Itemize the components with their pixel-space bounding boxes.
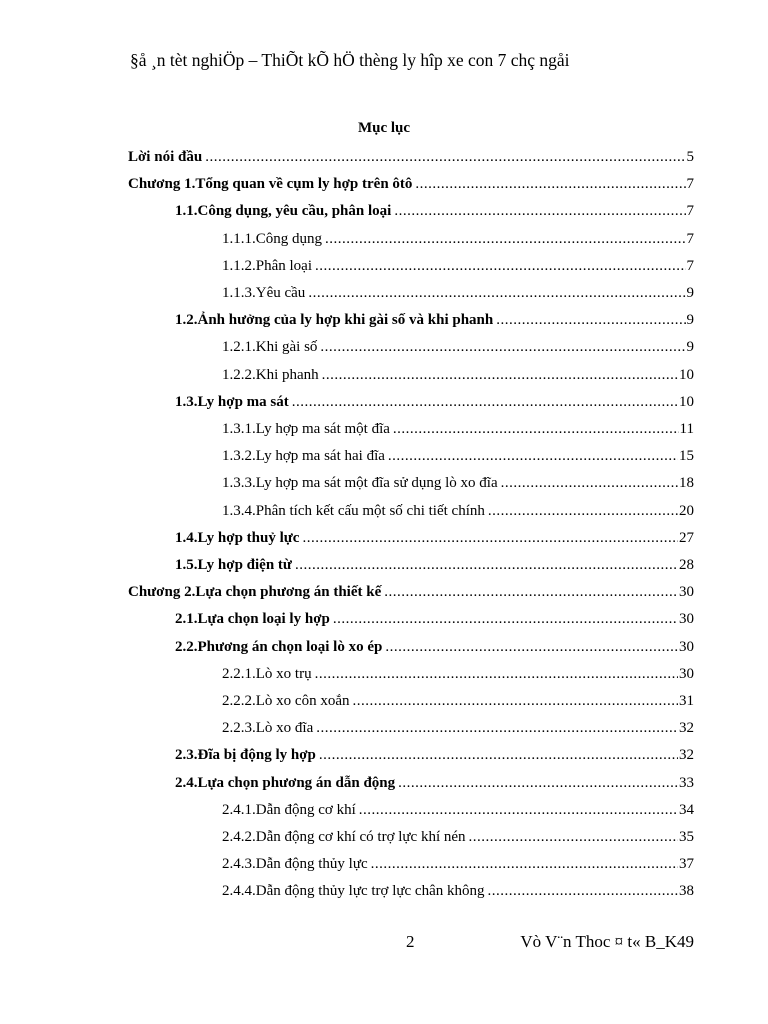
toc-entry-page: 30 (679, 665, 694, 682)
toc-dot-leader (292, 393, 678, 411)
toc-entry-label: 2.4.2.Dẫn động cơ khí có trợ lực khí nén (222, 829, 466, 845)
toc-entry (222, 665, 694, 683)
toc-dot-leader (388, 447, 678, 465)
toc-entry (222, 882, 694, 900)
toc-entry (222, 230, 694, 248)
toc-dot-leader (322, 366, 678, 384)
toc-entry-page: 34 (679, 801, 694, 818)
toc-entry-label: 1.2.1.Khi gài số (222, 339, 318, 356)
toc-entry-label: 2.3.Đĩa bị động ly hợp (175, 747, 316, 764)
toc-dot-leader (316, 719, 678, 737)
toc-dot-leader (488, 502, 678, 520)
toc-entry (222, 420, 694, 438)
footer-page-number: 2 (406, 932, 415, 951)
toc-entry-label: 1.3.3.Ly hợp ma sát một đĩa sử dụng lò xo đĩa (222, 475, 498, 492)
toc-entry-label: 1.3.2.Ly hợp ma sát hai đĩa (222, 448, 385, 465)
toc-entry (222, 855, 694, 873)
toc-entry-label: 1.2.2.Khi phanh (222, 366, 319, 383)
toc-entry (222, 692, 694, 710)
toc-dot-leader (325, 230, 685, 248)
toc-entry-label: 2.1.Lựa chọn loại ly hợp (175, 611, 330, 628)
toc-entry (222, 257, 694, 275)
toc-entry-page: 30 (679, 611, 694, 628)
toc-entry (222, 366, 694, 384)
toc-entry-page: 15 (679, 448, 694, 465)
toc-entry-page: 18 (679, 475, 694, 492)
toc-entry-label: 2.2.Phương án chọn loại lò xo ép (175, 638, 383, 655)
toc-entry-label: 1.1.Công dụng, yêu cầu, phân loại (175, 203, 392, 220)
toc-entry-label: 1.3.4.Phân tích kết cấu một số chi tiết chính (222, 502, 485, 519)
toc-entry (222, 284, 694, 302)
toc-dot-leader (315, 257, 686, 275)
toc-entry-label: 2.2.3.Lò xo đĩa (222, 720, 314, 737)
toc-entry-label: Lời nói đầu (128, 149, 203, 165)
toc-dot-leader (371, 855, 678, 873)
toc-entry-label: 1.3.Ly hợp ma sát (175, 393, 289, 410)
toc-dot-leader (320, 338, 685, 356)
toc-entry-page: 31 (679, 693, 694, 709)
toc-entry-page: 37 (679, 856, 694, 873)
toc-entry-page: 27 (679, 529, 694, 546)
toc-entry-label: 1.1.2.Phân loại (222, 257, 312, 274)
toc-entry-label: Chương 2.Lựa chọn phương án thiết kế (128, 584, 382, 601)
toc-entry-page: 7 (686, 257, 694, 274)
toc-entry-page: 7 (686, 203, 694, 220)
toc-dot-leader (302, 529, 678, 547)
toc-entry (222, 502, 694, 520)
toc-entry-label: 1.2.Ảnh hưởng của ly hợp khi gài số và khi phanh (175, 312, 494, 329)
toc-dot-leader (359, 801, 678, 819)
toc-entry-page: 10 (679, 393, 694, 410)
toc-dot-leader (205, 148, 685, 166)
toc-entry (222, 474, 694, 492)
toc-entry-label: 2.2.2.Lò xo côn xoắn (222, 693, 350, 709)
toc-dot-leader (393, 420, 679, 438)
toc-heading: Mục lục (357, 120, 411, 136)
toc-entry-label: 2.4.4.Dẫn động thủy lực trợ lực chân không (222, 883, 485, 900)
toc-dot-leader (394, 202, 685, 220)
toc-entry-page: 38 (679, 883, 694, 900)
toc-dot-leader (415, 175, 685, 193)
toc-entry-page: 35 (679, 829, 694, 845)
toc-entry-page: 33 (679, 774, 694, 791)
toc-dot-leader (398, 774, 678, 792)
toc-entry-page: 30 (679, 638, 694, 655)
toc-entry-label: 1.1.3.Yêu cầu (222, 285, 306, 301)
toc-entry-page: 32 (679, 720, 694, 737)
toc-entry (222, 447, 694, 465)
toc-entry-page: 7 (686, 230, 694, 247)
toc-entry-page: 11 (679, 421, 694, 437)
toc-entry (175, 556, 694, 574)
toc-entry-page: 20 (679, 502, 694, 519)
toc-entry (222, 801, 694, 819)
toc-entry (128, 148, 694, 166)
toc-entry-label: 2.4.Lựa chọn phương án dẫn động (175, 774, 396, 791)
toc-entry (175, 774, 694, 792)
toc-entry (222, 828, 694, 846)
toc-entry-label: 2.2.1.Lò xo trụ (222, 665, 312, 682)
toc-entry-label: 1.4.Ly hợp thuỷ lực (175, 529, 300, 546)
toc-entry-page: 5 (686, 149, 694, 165)
toc-entry-page: 9 (686, 312, 694, 329)
toc-entry (175, 311, 694, 329)
toc-entry (128, 175, 694, 193)
toc-dot-leader (315, 665, 678, 683)
toc-entry-page: 9 (686, 285, 694, 301)
toc-entry-page: 7 (686, 176, 694, 193)
document-header-title: §å ¸n tèt nghiÖp – ThiÕt kÕ hÖ thèng ly hîp xe con 7 chç ngåi (130, 50, 570, 70)
toc-entry-label: 1.1.1.Công dụng (222, 230, 323, 247)
toc-entry (175, 202, 694, 220)
toc-dot-leader (295, 556, 678, 574)
toc-dot-leader (384, 583, 678, 601)
toc-entry (175, 746, 694, 764)
toc-entry (175, 638, 694, 656)
toc-entry-page: 10 (679, 366, 694, 383)
toc-dot-leader (501, 474, 678, 492)
toc-entry-page: 32 (679, 747, 694, 764)
toc-entry-label: 1.3.1.Ly hợp ma sát một đĩa (222, 421, 390, 437)
toc-entry (175, 610, 694, 628)
toc-dot-leader (319, 746, 678, 764)
toc-entry (175, 529, 694, 547)
toc-entry-page: 9 (686, 339, 694, 356)
toc-dot-leader (308, 284, 685, 302)
toc-entry (175, 393, 694, 411)
toc-dot-leader (333, 610, 678, 628)
toc-entry (222, 338, 694, 356)
toc-dot-leader (352, 692, 678, 710)
toc-entry-label: Chương 1.Tổng quan về cụm ly hợp trên ôtô (128, 176, 413, 193)
toc-dot-leader (496, 311, 685, 329)
footer-author: Vò V¨n Thoc ¤ t« B_K49 (520, 932, 694, 951)
toc-entry-label: 1.5.Ly hợp điện từ (175, 557, 292, 573)
toc-entry (222, 719, 694, 737)
toc-dot-leader (487, 882, 678, 900)
toc-entry-page: 28 (679, 557, 694, 573)
toc-entry-label: 2.4.3.Dẫn động thủy lực (222, 856, 368, 873)
toc-entry (128, 583, 694, 601)
toc-entry-label: 2.4.1.Dẫn động cơ khí (222, 801, 356, 818)
toc-dot-leader (469, 828, 678, 846)
toc-entry-page: 30 (679, 584, 694, 601)
toc-dot-leader (385, 638, 678, 656)
